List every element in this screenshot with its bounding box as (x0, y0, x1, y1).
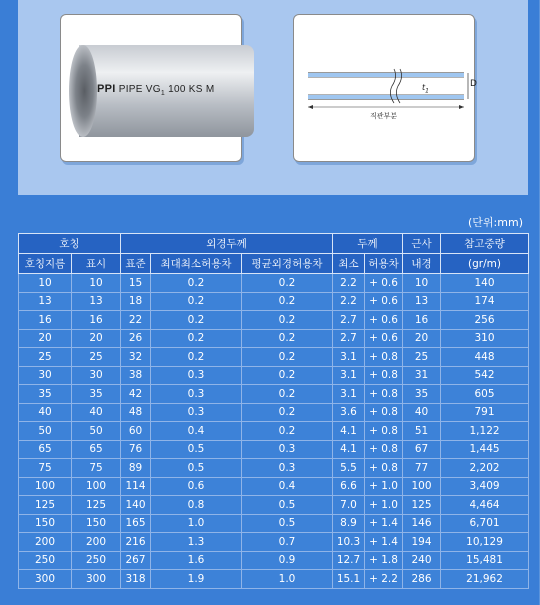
table-cell: 5.5 (333, 459, 365, 478)
table-cell: 75 (19, 459, 72, 478)
table-cell: 15.1 (333, 570, 365, 589)
header-unit: (gr/m) (441, 254, 529, 274)
table-cell: 77 (403, 459, 441, 478)
table-cell: 125 (19, 496, 72, 515)
table-cell: 65 (72, 440, 121, 459)
table-cell: 0.4 (151, 422, 242, 441)
table-cell: + 0.6 (365, 311, 403, 330)
table-cell: 250 (19, 551, 72, 570)
table-cell: 89 (121, 459, 151, 478)
table-cell: 1.0 (151, 514, 242, 533)
pipe-print-sub: 1 (160, 90, 166, 97)
photo-panel (18, 0, 528, 195)
table-cell: 0.2 (242, 385, 333, 404)
dimension-t-label: $t_1$ (422, 83, 429, 95)
table-cell: 100 (19, 477, 72, 496)
table-cell: + 2.2 (365, 570, 403, 589)
table-cell: 0.2 (242, 366, 333, 385)
table-cell: 240 (403, 551, 441, 570)
table-cell: + 0.8 (365, 348, 403, 367)
table-cell: 150 (19, 514, 72, 533)
table-row (19, 366, 529, 385)
table-cell: 0.2 (151, 311, 242, 330)
table-cell: 0.2 (151, 274, 242, 293)
table-cell: 0.2 (151, 329, 242, 348)
table-cell: 40 (19, 403, 72, 422)
table-cell: 6,701 (441, 514, 529, 533)
table-cell: 25 (72, 348, 121, 367)
header-tolerance: 허용차 (365, 254, 403, 274)
table-cell: 4,464 (441, 496, 529, 515)
header-nominal-diameter: 호칭지름 (19, 254, 72, 274)
table-cell: 0.3 (242, 440, 333, 459)
header-ref-weight: 참고중량 (441, 234, 529, 254)
table-cell: 0.2 (242, 422, 333, 441)
table-cell: 0.3 (151, 403, 242, 422)
pipe-print-text: PIPE VG (118, 84, 161, 95)
header-avg-od-tolerance: 평균외경허용차 (242, 254, 333, 274)
table-body (19, 274, 529, 589)
table-cell: 286 (403, 570, 441, 589)
table-row (19, 551, 529, 570)
table-cell: 50 (19, 422, 72, 441)
table-cell: + 0.8 (365, 459, 403, 478)
header-standard: 표준 (121, 254, 151, 274)
header-marking: 표시 (72, 254, 121, 274)
table-row (19, 440, 529, 459)
header-max-min-tolerance: 최대최소허용차 (151, 254, 242, 274)
table-cell: 125 (72, 496, 121, 515)
table-cell: 200 (19, 533, 72, 552)
table-cell: 51 (403, 422, 441, 441)
table-cell: 0.2 (242, 274, 333, 293)
table-cell: 35 (72, 385, 121, 404)
table-cell: 0.7 (242, 533, 333, 552)
table-cell: 25 (19, 348, 72, 367)
table-cell: 3.1 (333, 348, 365, 367)
table-cell: 38 (121, 366, 151, 385)
table-cell: 0.6 (151, 477, 242, 496)
table-cell: 150 (72, 514, 121, 533)
table-cell: 267 (121, 551, 151, 570)
table-cell: 42 (121, 385, 151, 404)
table-cell: 0.4 (242, 477, 333, 496)
table-cell: 13 (403, 292, 441, 311)
table-cell: 12.7 (333, 551, 365, 570)
table-cell: + 1.0 (365, 477, 403, 496)
table-cell: 1,122 (441, 422, 529, 441)
table-cell: 1,445 (441, 440, 529, 459)
table-header-row-2 (19, 254, 529, 274)
table-cell: 310 (441, 329, 529, 348)
table-row (19, 533, 529, 552)
table-cell: 0.2 (242, 311, 333, 330)
table-cell: 0.5 (151, 440, 242, 459)
table-cell: 26 (121, 329, 151, 348)
table-cell: 448 (441, 348, 529, 367)
table-cell: 250 (72, 551, 121, 570)
table-cell: 0.5 (242, 496, 333, 515)
table-cell: 791 (441, 403, 529, 422)
pipe-diagram (293, 14, 475, 162)
table-cell: 0.3 (151, 366, 242, 385)
table-cell: 0.8 (151, 496, 242, 515)
table-cell: 10 (19, 274, 72, 293)
table-cell: + 0.6 (365, 292, 403, 311)
table-cell: 100 (72, 477, 121, 496)
table-cell: 0.2 (242, 403, 333, 422)
pipe-print-rest: 100 KS M (165, 84, 215, 95)
table-cell: 0.2 (242, 292, 333, 311)
table-row (19, 348, 529, 367)
header-outer-diameter: 외경두께 (121, 234, 333, 254)
table-cell: + 0.8 (365, 422, 403, 441)
table-cell: 140 (121, 496, 151, 515)
table-cell: 200 (72, 533, 121, 552)
table-row (19, 477, 529, 496)
pipe-diagram-svg (294, 15, 474, 161)
table-cell: 35 (403, 385, 441, 404)
table-cell: 16 (72, 311, 121, 330)
table-cell: + 0.6 (365, 329, 403, 348)
table-cell: 605 (441, 385, 529, 404)
table-cell: + 1.0 (365, 496, 403, 515)
table-cell: 0.3 (151, 385, 242, 404)
table-cell: 318 (121, 570, 151, 589)
pipe-brand: PPI (97, 83, 116, 95)
table-cell: 16 (19, 311, 72, 330)
table-cell: 40 (72, 403, 121, 422)
table-cell: 50 (72, 422, 121, 441)
table-cell: 194 (403, 533, 441, 552)
table-row (19, 496, 529, 515)
table-cell: 15 (121, 274, 151, 293)
table-cell: 22 (121, 311, 151, 330)
table-cell: + 1.4 (365, 533, 403, 552)
table-cell: 13 (72, 292, 121, 311)
table-cell: 18 (121, 292, 151, 311)
table-cell: 35 (19, 385, 72, 404)
table-row (19, 570, 529, 589)
table-cell: 13 (19, 292, 72, 311)
table-cell: 30 (72, 366, 121, 385)
table-row (19, 514, 529, 533)
table-cell: + 1.8 (365, 551, 403, 570)
table-row (19, 292, 529, 311)
table-cell: 114 (121, 477, 151, 496)
table-cell: + 0.8 (365, 366, 403, 385)
table-cell: 300 (72, 570, 121, 589)
header-nominal: 호칭 (19, 234, 121, 254)
header-approx: 근사 (403, 234, 441, 254)
table-cell: 1.9 (151, 570, 242, 589)
table-cell: 67 (403, 440, 441, 459)
table-row (19, 422, 529, 441)
table-cell: + 1.4 (365, 514, 403, 533)
table-cell: 0.9 (242, 551, 333, 570)
table-cell: 0.5 (242, 514, 333, 533)
table-cell: 542 (441, 366, 529, 385)
table-cell: 0.3 (242, 459, 333, 478)
table-cell: 2.7 (333, 329, 365, 348)
pipe-spec-table (18, 233, 529, 589)
pipe-opening-image (69, 45, 97, 137)
table-cell: 3.1 (333, 385, 365, 404)
table-cell: 48 (121, 403, 151, 422)
table-cell: + 0.8 (365, 403, 403, 422)
table-cell: 16 (403, 311, 441, 330)
table-cell: 2,202 (441, 459, 529, 478)
table-cell: 10.3 (333, 533, 365, 552)
table-cell: 21,962 (441, 570, 529, 589)
table-cell: + 0.8 (365, 385, 403, 404)
table-cell: 20 (19, 329, 72, 348)
table-cell: 146 (403, 514, 441, 533)
table-header-row-1 (19, 234, 529, 254)
table-row (19, 459, 529, 478)
table-cell: 20 (72, 329, 121, 348)
table-row (19, 385, 529, 404)
table-cell: 60 (121, 422, 151, 441)
table-cell: 2.7 (333, 311, 365, 330)
table-cell: 2.2 (333, 274, 365, 293)
table-cell: 10 (72, 274, 121, 293)
table-cell: 0.5 (151, 459, 242, 478)
table-row (19, 274, 529, 293)
table-cell: 25 (403, 348, 441, 367)
dimension-d-label: D (470, 79, 477, 89)
table-row (19, 329, 529, 348)
table-cell: 165 (121, 514, 151, 533)
table-cell: 15,481 (441, 551, 529, 570)
table-row (19, 311, 529, 330)
table-cell: 65 (19, 440, 72, 459)
table-cell: 300 (19, 570, 72, 589)
table-cell: 1.0 (242, 570, 333, 589)
header-min: 최소 (333, 254, 365, 274)
table-cell: 0.2 (151, 292, 242, 311)
pipe-marking (97, 83, 247, 97)
table-row (19, 403, 529, 422)
table-cell: 8.9 (333, 514, 365, 533)
header-inner-diameter: 내경 (403, 254, 441, 274)
table-cell: + 0.6 (365, 274, 403, 293)
table-cell: 2.2 (333, 292, 365, 311)
table-cell: 4.1 (333, 422, 365, 441)
table-cell: 3.1 (333, 366, 365, 385)
table-cell: 3,409 (441, 477, 529, 496)
table-cell: 125 (403, 496, 441, 515)
table-cell: 10 (403, 274, 441, 293)
table-cell: 0.2 (151, 348, 242, 367)
table-cell: 100 (403, 477, 441, 496)
table-cell: 4.1 (333, 440, 365, 459)
table-cell: 216 (121, 533, 151, 552)
table-cell: 0.2 (242, 329, 333, 348)
table-cell: 40 (403, 403, 441, 422)
unit-label: (단위:mm) (468, 216, 523, 229)
table-cell: 256 (441, 311, 529, 330)
table-cell: 1.6 (151, 551, 242, 570)
table-cell: 3.6 (333, 403, 365, 422)
table-cell: 140 (441, 274, 529, 293)
table-cell: 76 (121, 440, 151, 459)
table-cell: 174 (441, 292, 529, 311)
table-cell: 1.3 (151, 533, 242, 552)
table-cell: 20 (403, 329, 441, 348)
table-cell: 32 (121, 348, 151, 367)
header-thickness: 두께 (333, 234, 403, 254)
table-cell: 7.0 (333, 496, 365, 515)
table-cell: 0.2 (242, 348, 333, 367)
table-cell: 31 (403, 366, 441, 385)
table-cell: 30 (19, 366, 72, 385)
table-cell: 75 (72, 459, 121, 478)
dimension-length-label: 직관부분 (370, 112, 398, 120)
table-cell: 6.6 (333, 477, 365, 496)
table-cell: 10,129 (441, 533, 529, 552)
table-cell: + 0.8 (365, 440, 403, 459)
pipe-photo (60, 14, 242, 162)
